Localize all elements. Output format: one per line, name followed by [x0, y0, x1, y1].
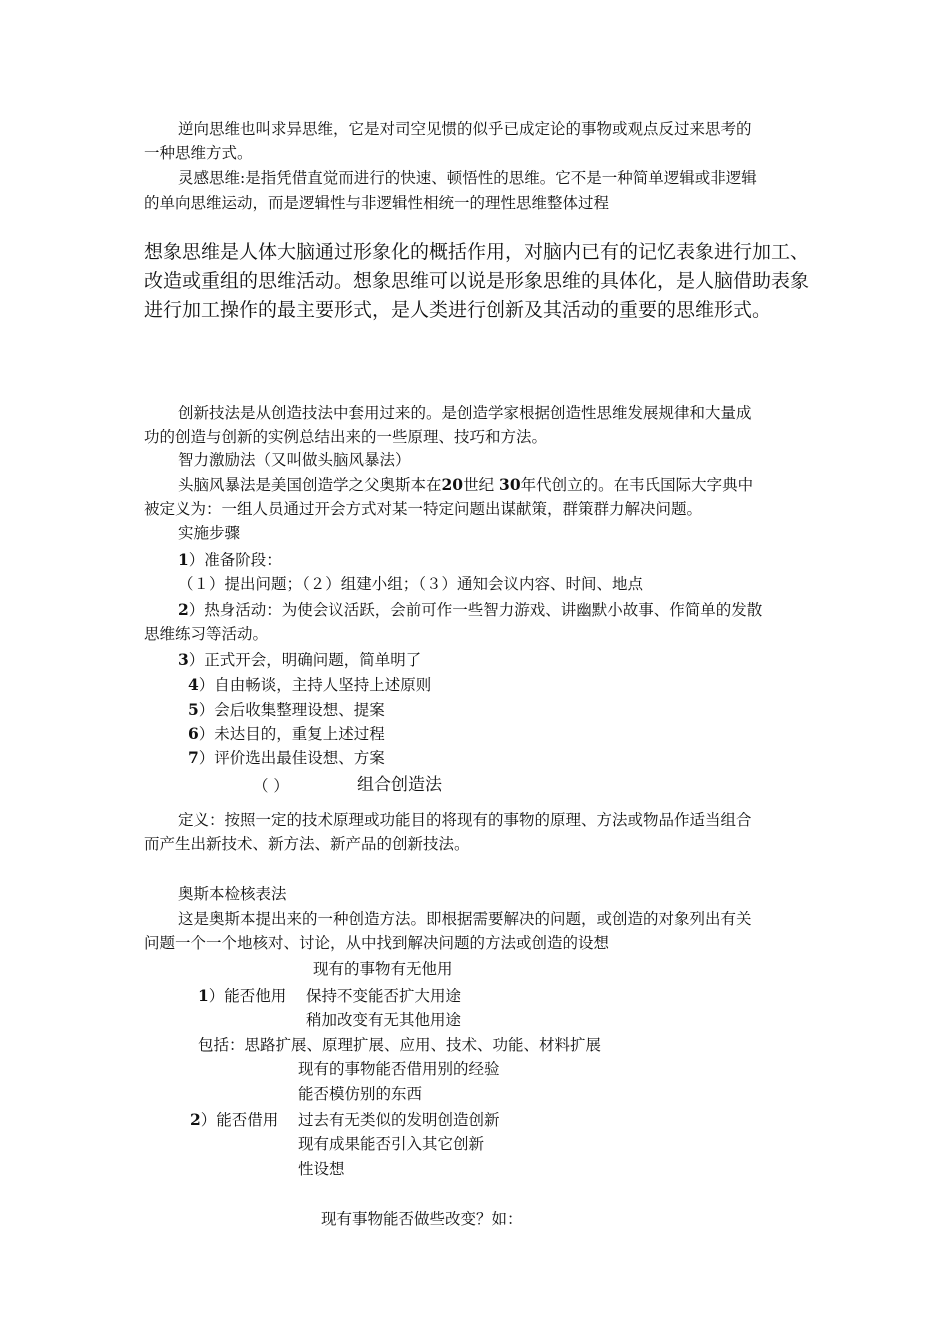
para-inspiration-line1: 灵感思维:是指凭借直觉而进行的快速、顿悟性的思维。它不是一种简单逻辑或非逻辑: [178, 169, 757, 187]
step-5: [188, 700, 385, 720]
step-number: 7: [188, 748, 199, 767]
para-osborn-line2: 问题一个一个地核对、讨论，从中找到解决问题的方法或创造的设想: [144, 934, 610, 952]
item-number: 1: [198, 986, 209, 1005]
step-7: [188, 748, 385, 768]
text-segment: 年代创立的。在韦氏国际大字典中: [520, 476, 754, 494]
item-number: 2: [190, 1110, 201, 1129]
step-text: ）会后收集整理设想、提案: [198, 701, 385, 719]
step-1: [178, 550, 282, 570]
step-number: 4: [188, 675, 199, 694]
para-imagination-line3: 进行加工操作的最主要形式，是人类进行创新及其活动的重要的思维形式。: [144, 299, 772, 321]
step-4: [188, 675, 431, 695]
para-osborn-line1: 这是奥斯本提出来的一种创造方法。即根据需要解决的问题，或创造的对象列出有关: [178, 910, 752, 928]
q2-option-e: 性设想: [298, 1160, 345, 1178]
para-innovation-line1: 创新技法是从创造技法中套用过来的。是创造学家根据创造性思维发展规律和大量成: [178, 404, 752, 422]
bold-number: 20: [441, 475, 464, 494]
para-brainstorm-line1: [178, 475, 753, 495]
step-3: [178, 650, 421, 670]
q2-option-b: 能否模仿别的东西: [298, 1085, 423, 1103]
para-imagination-line1: 想象思维是人体大脑通过形象化的概括作用，对脑内已有的记忆表象进行加工、: [144, 241, 810, 263]
step-number: 1: [178, 550, 189, 569]
combo-heading: 组合创造法: [357, 775, 442, 795]
steps-heading: 实施步骤: [178, 524, 241, 542]
step-2-line2: 思维练习等活动。: [144, 625, 269, 643]
step-text: ）准备阶段：: [188, 551, 282, 569]
text-segment: 世纪: [463, 476, 495, 494]
osborn-heading: 奥斯本检核表法: [178, 885, 287, 903]
para-innovation-line2: 功的创造与创新的实例总结出来的一些原理、技巧和方法。: [144, 428, 548, 446]
step-number: 5: [188, 700, 199, 719]
para-imagination-line2: 改造或重组的思维活动。想象思维可以说是形象思维的具体化，是人脑借助表象: [144, 270, 810, 292]
q2-label: [190, 1110, 278, 1130]
step-1-substeps: （１）提出问题；（２）组建小组；（３）通知会议内容、时间、地点: [178, 575, 644, 593]
q1-include: 包括：思路扩展、原理扩展、应用、技术、功能、材料扩展: [198, 1036, 602, 1054]
para-brainstorm-line2: 被定义为：一组人员通过开会方式对某一特定问题出谋献策，群策群力解决问题。: [144, 500, 703, 518]
q1-label: [198, 986, 286, 1006]
item-label: ）能否借用: [200, 1111, 279, 1129]
step-text: ）评价选出最佳设想、方案: [198, 749, 385, 767]
q2-option-a: 现有的事物能否借用别的经验: [298, 1060, 500, 1078]
item-label: ）能否他用: [208, 987, 287, 1005]
q3-top: 现有事物能否做些改变？如：: [321, 1210, 523, 1228]
para-reverse-thinking-line1: 逆向思维也叫求异思维，它是对司空见惯的似乎已成定论的事物或观点反过来思考的: [178, 120, 752, 138]
q1-option-top: 现有的事物有无他用: [313, 960, 453, 978]
step-text: ）正式开会，明确问题，简单明了: [188, 651, 422, 669]
step-2-line1: [178, 600, 762, 620]
q2-option-c: 过去有无类似的发明创造创新: [298, 1111, 500, 1129]
combo-paren: （ ）: [253, 777, 289, 795]
brainstorm-heading: 智力激励法（又叫做头脑风暴法）: [178, 451, 411, 469]
step-text: ）热身活动：为使会议活跃，会前可作一些智力游戏、讲幽默小故事、作简单的发散: [188, 601, 763, 619]
step-number: 3: [178, 650, 189, 669]
step-6: [188, 724, 385, 744]
step-number: 2: [178, 600, 189, 619]
para-definition-line2: 而产生出新技术、新方法、新产品的创新技法。: [144, 835, 470, 853]
q2-option-d: 现有成果能否引入其它创新: [298, 1135, 485, 1153]
step-text: ）未达目的，重复上述过程: [198, 725, 385, 743]
para-reverse-thinking-line2: 一种思维方式。: [144, 144, 253, 162]
step-number: 6: [188, 724, 199, 743]
q1-option-bottom: 稍加改变有无其他用途: [306, 1011, 462, 1029]
para-inspiration-line2: 的单向思维运动，而是逻辑性与非逻辑性相统一的理性思维整体过程: [144, 194, 610, 212]
step-text: ）自由畅谈，主持人坚持上述原则: [198, 676, 432, 694]
q1-option-mid: 保持不变能否扩大用途: [306, 987, 462, 1005]
text-segment: 头脑风暴法是美国创造学之父奥斯本在: [178, 476, 442, 494]
bold-number: 30: [499, 475, 521, 494]
para-definition-line1: 定义：按照一定的技术原理或功能目的将现有的事物的原理、方法或物品作适当组合: [178, 811, 752, 829]
